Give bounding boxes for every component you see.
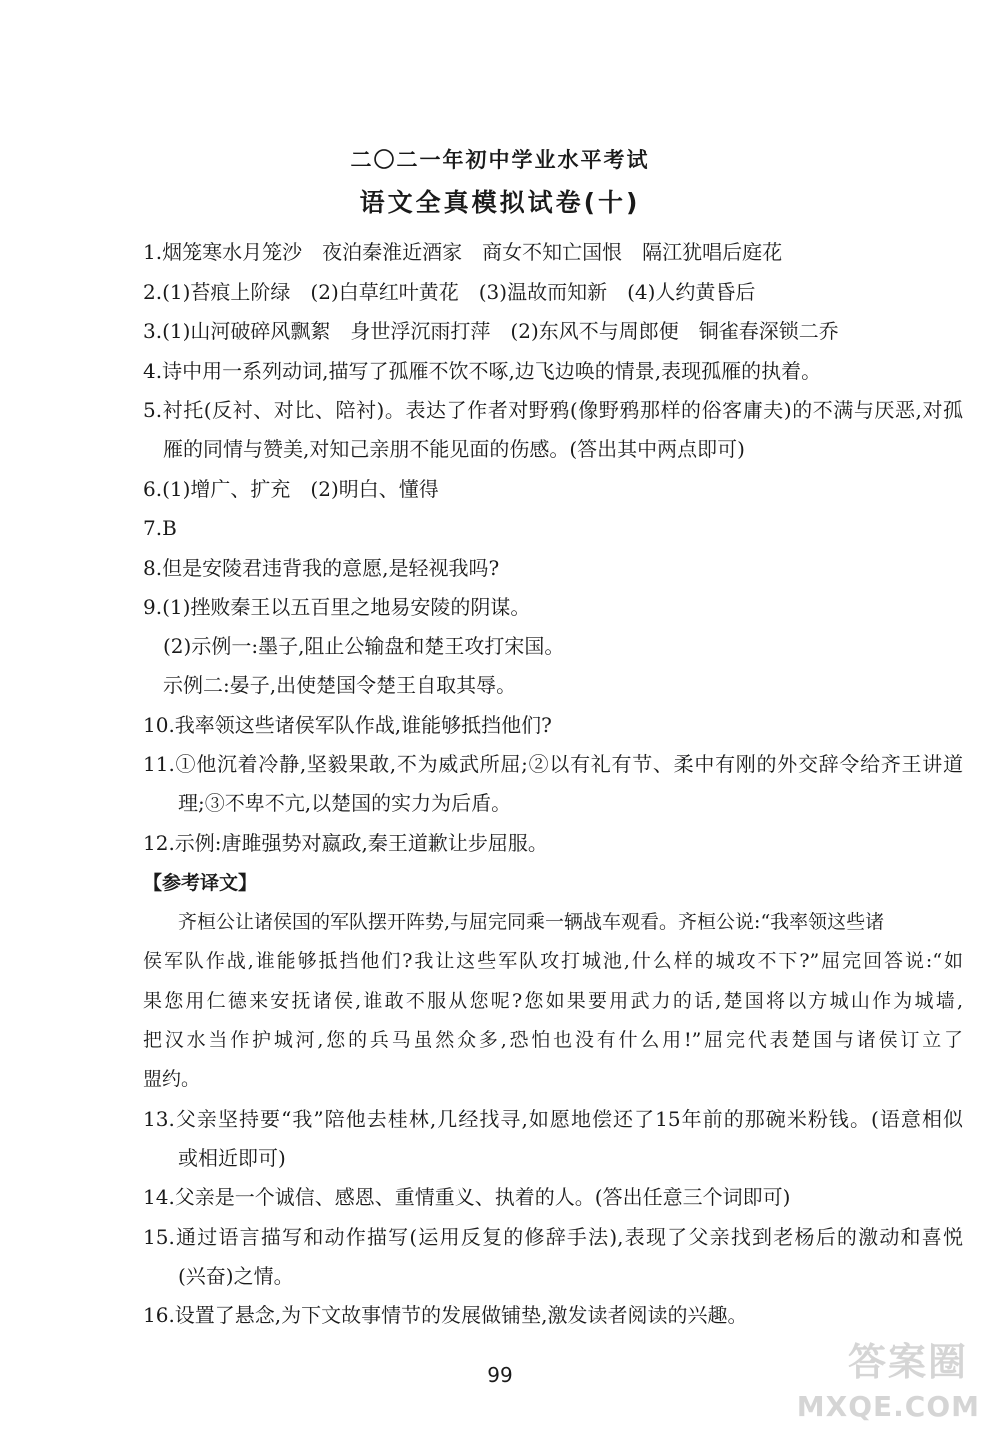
answer-line: 7.B <box>143 516 177 540</box>
answer-line: 10.我率领这些诸侯军队作战,谁能够抵挡他们? <box>143 713 552 737</box>
exam-title: 二〇二一年初中学业水平考试 <box>350 148 650 172</box>
paper-title: 语文全真模拟试卷(十) <box>359 188 641 217</box>
page-number: 99 <box>487 1363 513 1387</box>
answer-line: 12.示例:唐雎强势对嬴政,秦王道歉让步屈服。 <box>143 831 548 855</box>
answer-line: 13.父亲坚持要“我”陪他去桂林,几经找寻,如愿地偿还了15年前的那碗米粉钱。(语意相似 <box>143 1107 963 1131</box>
answer-line: 6.(1)增广、扩充 (2)明白、懂得 <box>143 477 439 501</box>
answer-line: 14.父亲是一个诚信、感恩、重情重义、执着的人。(答出任意三个词即可) <box>143 1185 791 1209</box>
answer-line: 或相近即可) <box>178 1146 286 1170</box>
answer-line: 8.但是安陵君违背我的意愿,是轻视我吗? <box>143 556 500 580</box>
answer-line: 2.(1)苔痕上阶绿 (2)白草红叶黄花 (3)温故而知新 (4)人约黄昏后 <box>143 280 756 304</box>
answer-line: (2)示例一:墨子,阻止公输盘和楚王攻打宋国。 <box>163 634 565 658</box>
reference-line: 齐桓公让诸侯国的军队摆开阵势,与屈完同乘一辆战车观看。齐桓公说:“我率领这些诸 <box>178 911 885 933</box>
answer-line: 示例二:晏子,出使楚国令楚王自取其辱。 <box>163 673 517 697</box>
watermark-logo <box>760 1331 980 1423</box>
answer-line: 16.设置了悬念,为下文故事情节的发展做铺垫,激发读者阅读的兴趣。 <box>143 1303 748 1327</box>
answer-line: (兴奋)之情。 <box>178 1264 294 1288</box>
answer-line: 4.诗中用一系列动词,描写了孤雁不饮不啄,边飞边唤的情景,表现孤雁的执着。 <box>143 359 822 383</box>
reference-line: 把汉水当作护城河,您的兵马虽然众多,恐怕也没有什么用!”屈完代表楚国与诸侯订立了 <box>143 1029 963 1051</box>
reference-line: 盟约。 <box>143 1068 201 1090</box>
reference-heading: 【参考译文】 <box>143 872 258 894</box>
answer-line: 理;③不卑不亢,以楚国的实力为后盾。 <box>178 791 512 815</box>
answer-line: 雁的同情与赞美,对知己亲朋不能见面的伤感。(答出其中两点即可) <box>163 437 745 461</box>
answer-line: 1.烟笼寒水月笼沙 夜泊秦淮近酒家 商女不知亡国恨 隔江犹唱后庭花 <box>143 240 783 264</box>
watermark-bottom: MXQE.COM <box>796 1390 980 1423</box>
answer-line: 5.衬托(反衬、对比、陪衬)。表达了作者对野鸦(像野鸦那样的俗客庸夫)的不满与厌恶,对孤 <box>143 398 963 422</box>
reference-line: 侯军队作战,谁能够抵挡他们?我让这些军队攻打城池,什么样的城攻不下?”屈完回答说:“如 <box>143 950 963 972</box>
answer-line: 9.(1)挫败秦王以五百里之地易安陵的阴谋。 <box>143 595 531 619</box>
watermark-top: 答案圈 <box>847 1340 968 1384</box>
answer-line: 3.(1)山河破碎风飘絮 身世浮沉雨打萍 (2)东风不与周郎便 铜雀春深锁二乔 <box>143 319 839 343</box>
reference-line: 果您用仁德来安抚诸侯,谁敢不服从您呢?您如果要用武力的话,楚国将以方城山作为城墙, <box>143 990 963 1012</box>
answer-line: 15.通过语言描写和动作描写(运用反复的修辞手法),表现了父亲找到老杨后的激动和喜悦 <box>143 1225 963 1249</box>
answer-line: 11.①他沉着冷静,坚毅果敢,不为威武所屈;②以有礼有节、柔中有刚的外交辞令给齐王讲道 <box>143 752 963 776</box>
